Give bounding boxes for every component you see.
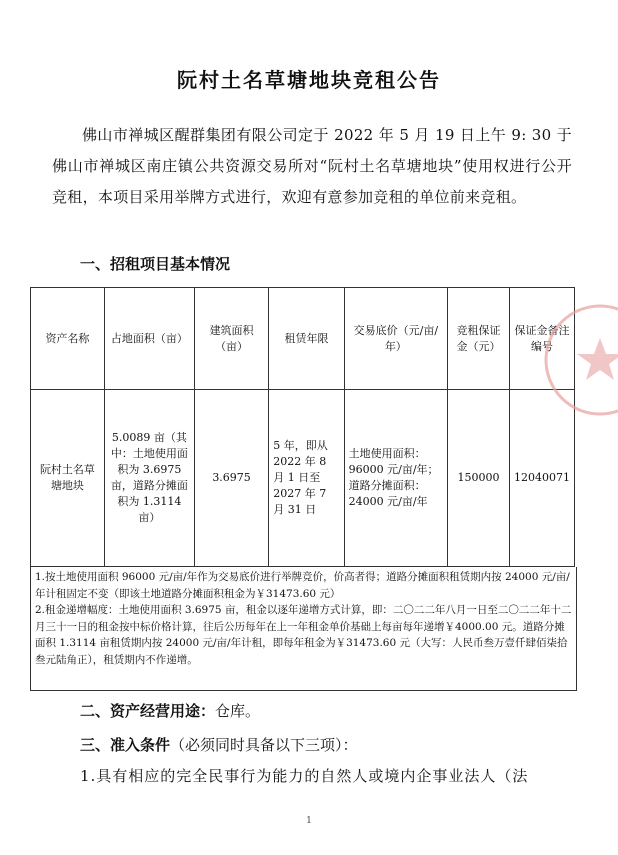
header-building-area: 建筑面积（亩）	[194, 288, 268, 390]
table-notes	[30, 567, 577, 691]
page-title: 阮村土名草塘地块竞租公告	[177, 68, 441, 92]
company-seal-icon	[540, 300, 618, 420]
condition-item-1: 1.具有相应的完全民事行为能力的自然人或境内企事业法人（法	[80, 767, 529, 785]
cell-lease-term: 5 年，即从 2022 年 8 月 1 日至 2027 年 7 月 31 日	[269, 390, 344, 567]
note-item: 2.租金递增幅度：土地使用面积 3.6975 亩，租金以逐年递增方式计算，即：二〇二二年八月一日至二〇二二年十二月三十一日的租金按中标价格计算，往后公历每年在上一年租金单价基础上每亩每年递增￥4000.00 元。道路分摊面积 1.3114 亩租赁期内按 24000 元/亩/年计租，即每年租金为￥31473.60 元（大写：人民币叁万壹仟肆佰柒拾叁元陆角正），租赁期内不作递增。	[35, 604, 572, 666]
cell-deposit-code: 12040071	[509, 390, 574, 567]
note-item: 1.按土地使用面积 96000 元/亩/年作为交易底价进行举牌竞价，价高者得；道路分摊面积租赁期内按 24000 元/亩/年计租固定不变（即该土地道路分摊面积租金为￥31473.60 元）	[35, 571, 570, 600]
cell-base-price: 土地使用面积：96000 元/亩/年；道路分摊面积：24000 元/亩/年	[344, 390, 447, 567]
section-2-label: 二、资产经营用途：	[80, 702, 216, 720]
table-header-row	[31, 288, 575, 390]
header-land-area: 占地面积（亩）	[104, 288, 194, 390]
section-heading-1: 一、招租项目基本情况	[80, 255, 231, 273]
header-deposit: 竞租保证金（元）	[448, 288, 510, 390]
table-row	[31, 390, 575, 567]
section-3-label: 三、准入条件	[80, 736, 171, 754]
header-base-price: 交易底价（元/亩/年）	[344, 288, 447, 390]
section-3-note: （必须同时具备以下三项）：	[170, 736, 358, 754]
page-number: 1	[306, 816, 312, 826]
lease-info-table	[30, 287, 575, 567]
header-deposit-code: 保证金备注编号	[509, 288, 574, 390]
intro-paragraph: 佛山市禅城区醒群集团有限公司定于 2022 年 5 月 19 日上午 9: 30 于佛山市禅城区南庄镇公共资源交易所对“阮村土名草塘地块”使用权进行公开竞租，本项目采用举牌方式进行，欢迎有意参加竞租的单位前来竞租。	[52, 126, 572, 206]
cell-asset-name: 阮村土名草塘地块	[31, 390, 105, 567]
section-heading-3	[80, 734, 358, 755]
cell-deposit: 150000	[448, 390, 510, 567]
header-lease-term: 租赁年限	[269, 288, 344, 390]
section-heading-2	[80, 700, 260, 721]
header-asset-name: 资产名称	[31, 288, 105, 390]
cell-land-area: 5.0089 亩（其中：土地使用面积为 3.6975 亩，道路分摊面积为 1.3114 亩）	[104, 390, 194, 567]
section-2-value: 仓库。	[215, 702, 261, 720]
cell-building-area: 3.6975	[194, 390, 268, 567]
